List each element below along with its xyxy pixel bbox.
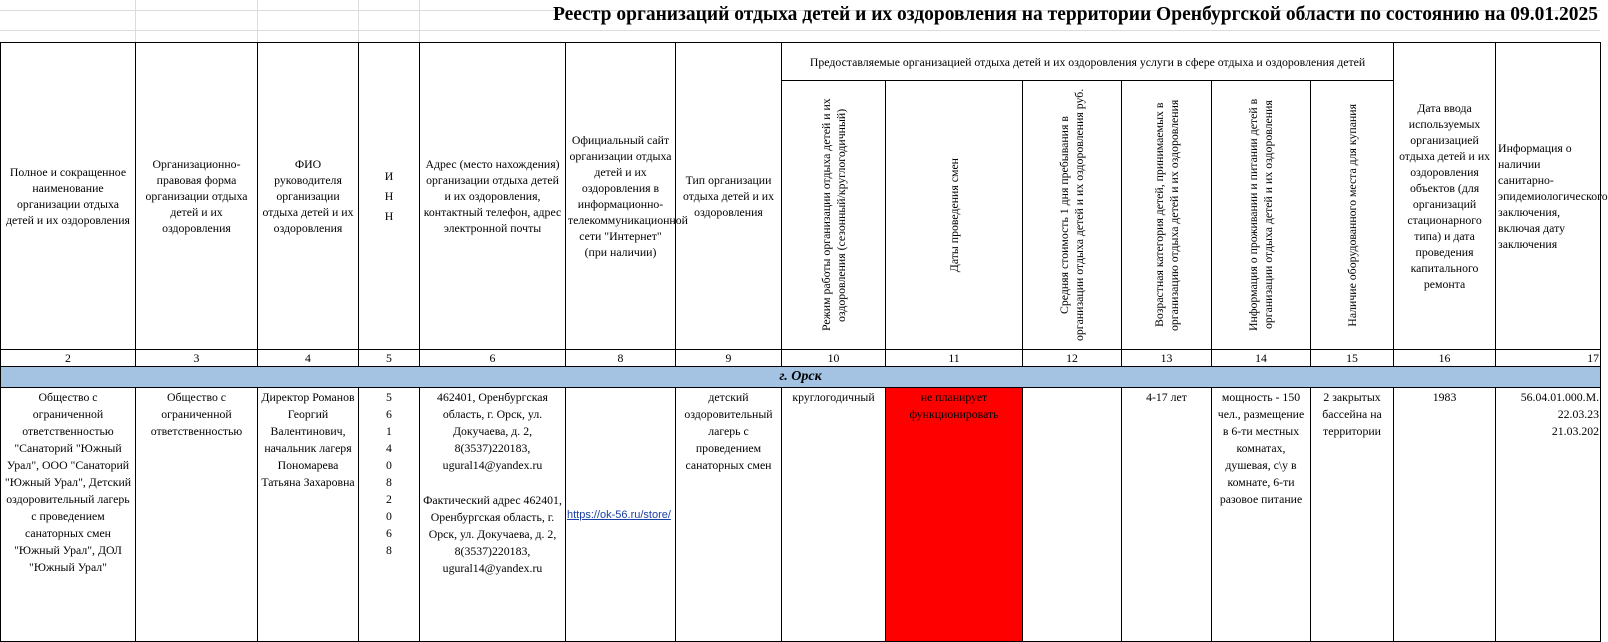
city-row <box>1 367 1601 388</box>
sanitary-line: 22.03.23 <box>1557 407 1600 421</box>
column-number[interactable]: 17 <box>1496 350 1601 367</box>
header-cell-16[interactable]: Дата ввода используемых организацией отдыха детей и их оздоровления объектов (для организаций стационарного типа) и дата проведения капитального ремонта <box>1394 43 1496 350</box>
inn-digit: 0 <box>386 458 392 472</box>
header-10-label: Режим работы организации отдыха детей и их оздоровления (сезонный/круглогодичный) <box>818 98 848 332</box>
header-13-label: Возрастная категория детей, принимаемых в организацию отдыха детей и их оздоровления <box>1151 99 1181 331</box>
column-number[interactable]: 4 <box>258 350 359 367</box>
cell-cost[interactable] <box>1023 388 1122 642</box>
cell-dates-status[interactable]: не планирует функционировать <box>886 388 1023 642</box>
inn-digit: 4 <box>386 441 392 455</box>
inn-header-label: И Н Н <box>384 169 394 223</box>
column-number[interactable]: 12 <box>1023 350 1122 367</box>
header-cell-13[interactable] <box>1122 81 1212 350</box>
sanitary-line: 56.04.01.000.М. <box>1520 390 1600 404</box>
header-cell-4[interactable]: ФИО руководителя организации отдыха детей и их оздоровления <box>258 43 359 350</box>
grid-line <box>358 0 359 42</box>
cell-sanitary[interactable] <box>1496 388 1601 642</box>
header-cell-6[interactable]: Адрес (место нахождения) организации отдыха детей и их оздоровления, контактный телефон, адрес электронной почты <box>420 43 566 350</box>
cell-housing[interactable]: мощность - 150 чел., размещение в 6-ти местных комнатах, душевая, с\у в комнате, 6-ти разовое питание <box>1212 388 1311 642</box>
inn-digit: 8 <box>386 475 392 489</box>
header-cell-17[interactable]: Информация о наличии санитарно-эпидемиологического заключения, включая дату заключения <box>1496 43 1601 350</box>
header-row-top <box>1 43 1601 81</box>
header-cell-12[interactable] <box>1023 81 1122 350</box>
cell-inn[interactable] <box>359 388 420 642</box>
header-11-label: Даты проведения смен <box>946 157 961 273</box>
header-cell-15[interactable] <box>1311 81 1394 350</box>
cell-type[interactable]: детский оздоровительный лагерь с проведением санаторных смен <box>676 388 782 642</box>
address-actual: Фактический адрес 462401, Оренбургская область, г. Орск, ул. Докучаева, д. 2, 8(3537)220183, ugural14@yandex.ru <box>423 493 562 575</box>
table-row <box>1 388 1601 642</box>
cell-legal-form[interactable]: Общество с ограниченной ответственностью <box>136 388 258 642</box>
website-link[interactable]: https://ok-56.ru/store/ <box>567 509 671 521</box>
inn-digit: 1 <box>386 424 392 438</box>
inn-digit: 8 <box>386 543 392 557</box>
inn-digit: 2 <box>386 492 392 506</box>
cell-pool[interactable]: 2 закрытых бассейна на территории <box>1311 388 1394 642</box>
grid-line <box>257 0 258 42</box>
city-name[interactable]: г. Орск <box>1 367 1601 388</box>
column-number[interactable]: 8 <box>566 350 676 367</box>
page-title: Реестр организаций отдыха детей и их оздоровления на территории Оренбургской области по состоянию на 09.01.2025 <box>552 4 1598 25</box>
column-number[interactable]: 9 <box>676 350 782 367</box>
header-cell-2[interactable]: Полное и сокращенное наименование организации отдыха детей и их оздоровления <box>1 43 136 350</box>
column-number[interactable]: 3 <box>136 350 258 367</box>
registry-table <box>0 42 1608 642</box>
inn-digit: 6 <box>386 526 392 540</box>
column-number[interactable]: 11 <box>886 350 1023 367</box>
cell-age[interactable]: 4-17 лет <box>1122 388 1212 642</box>
header-cell-14[interactable] <box>1212 81 1311 350</box>
header-14-label: Информация о проживании и питании детей в организации отдыха детей и их оздоровления <box>1246 98 1275 332</box>
inn-digit: 0 <box>386 509 392 523</box>
column-number[interactable]: 10 <box>782 350 886 367</box>
cell-address[interactable] <box>420 388 566 642</box>
sanitary-line: 21.03.202 <box>1551 424 1600 438</box>
header-cell-8[interactable]: Официальный сайт организации отдыха детей и их оздоровления в информационно-телекоммуникационной сети "Интернет" (при наличии) <box>566 43 676 350</box>
column-number[interactable]: 2 <box>1 350 136 367</box>
column-number[interactable]: 15 <box>1311 350 1394 367</box>
column-number[interactable]: 14 <box>1212 350 1311 367</box>
header-cell-11[interactable] <box>886 81 1023 350</box>
cell-director[interactable]: Директор Романов Георгий Валентинович, начальник лагеря Пономарева Татьяна Захаровна <box>258 388 359 642</box>
header-cell-5[interactable] <box>359 43 420 350</box>
cell-name[interactable]: Общество с ограниченной ответственностью "Санаторий "Южный Урал", ООО "Санаторий "Южный Урал", Детский оздоровительный лагерь с проведением санаторных смен "Южный Урал", ДОЛ "Южный Урал" <box>1 388 136 642</box>
address-legal: 462401, Оренбургская область, г. Орск, ул. Докучаева, д. 2, 8(3537)220183, ugural14@yandex.ru <box>437 390 548 472</box>
column-number[interactable]: 5 <box>359 350 420 367</box>
cell-website <box>566 388 676 642</box>
header-services-group[interactable]: Предоставляемые организацией отдыха детей и их оздоровления услуги в сфере отдыха и оздоровления детей <box>782 43 1394 81</box>
column-number[interactable]: 16 <box>1394 350 1496 367</box>
grid-line <box>135 0 136 42</box>
header-15-label: Наличие оборудованного места для купания <box>1344 103 1359 327</box>
header-cell-3[interactable]: Организационно-правовая форма организации отдыха детей и их оздоровления <box>136 43 258 350</box>
header-cell-9[interactable]: Тип организации отдыха детей и их оздоровления <box>676 43 782 350</box>
column-number[interactable]: 13 <box>1122 350 1212 367</box>
address-gap <box>422 474 563 492</box>
cell-year[interactable]: 1983 <box>1394 388 1496 642</box>
inn-digit: 5 <box>386 390 392 404</box>
header-cell-10[interactable] <box>782 81 886 350</box>
grid-line <box>0 30 1600 31</box>
column-number[interactable]: 6 <box>420 350 566 367</box>
header-12-label: Средняя стоимость 1 дня пребывания в организации отдыха детей и их оздоровления руб. <box>1057 88 1086 342</box>
column-number-row <box>1 350 1601 367</box>
cell-mode[interactable]: круглогодичный <box>782 388 886 642</box>
inn-digit: 6 <box>386 407 392 421</box>
